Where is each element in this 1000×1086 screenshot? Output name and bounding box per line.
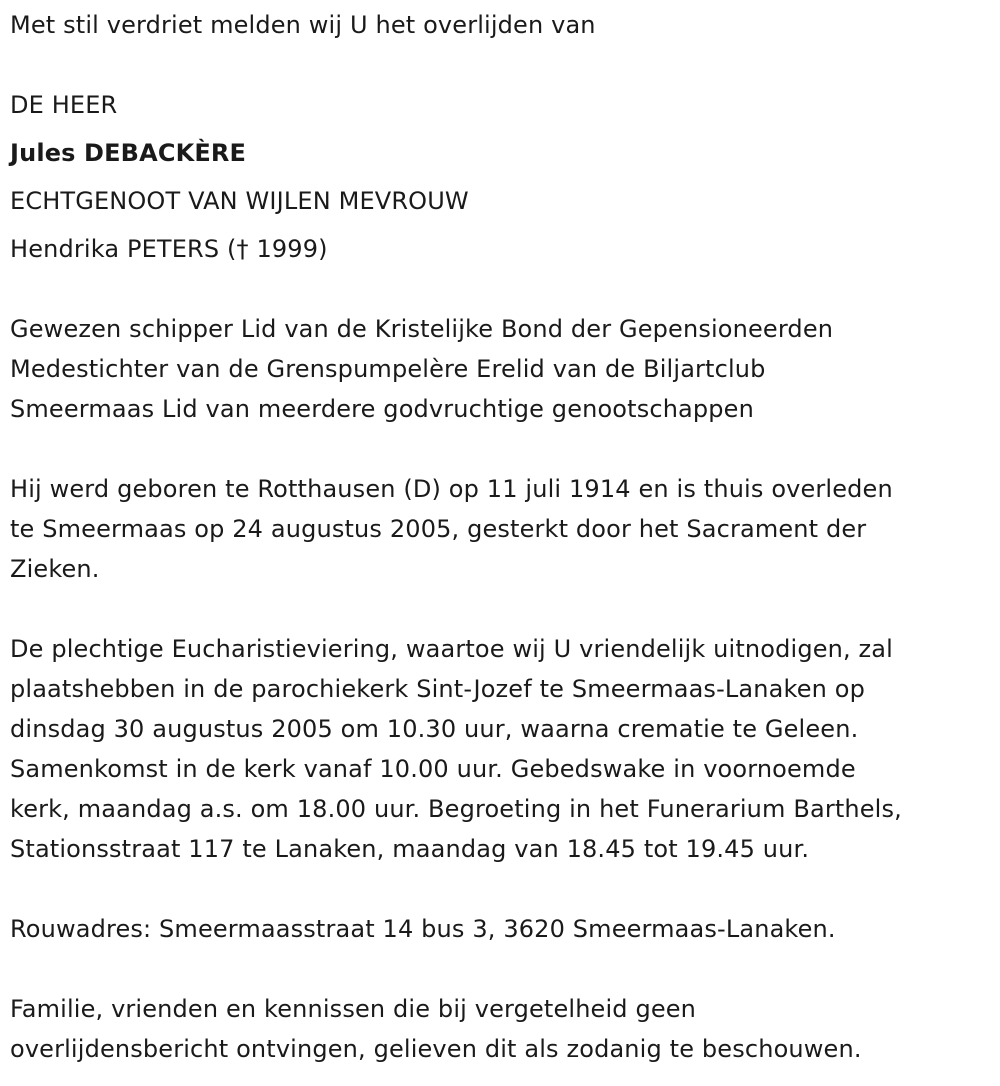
ceremony-line: Stationsstraat 117 te Lanaken, maandag van 18.45 tot 19.45 uur. [10, 835, 810, 863]
relation-line: ECHTGENOOT VAN WIJLEN MEVROUW [10, 187, 469, 215]
ceremony-line: dinsdag 30 augustus 2005 om 10.30 uur, waarna crematie te Geleen. [10, 715, 859, 743]
affiliations-line: Smeermaas Lid van meerdere godvruchtige genootschappen [10, 395, 754, 423]
closing-line: overlijdensbericht ontvingen, gelieven dit als zodanig te beschouwen. [10, 1035, 862, 1063]
birth-death-line: Zieken. [10, 555, 100, 583]
birth-death-line: te Smeermaas op 24 augustus 2005, gesterkt door het Sacrament der [10, 515, 867, 543]
honorific: DE HEER [10, 91, 118, 119]
deceased-name: Jules DEBACKÈRE [10, 139, 247, 167]
ceremony-line: Samenkomst in de kerk vanaf 10.00 uur. Gebedswake in voornoemde [10, 755, 856, 783]
affiliations-line: Gewezen schipper Lid van de Kristelijke Bond der Gepensioneerden [10, 315, 834, 343]
spouse-name: Hendrika PETERS († 1999) [10, 235, 328, 263]
closing-line: Familie, vrienden en kennissen die bij vergetelheid geen [10, 995, 697, 1023]
ceremony-line: kerk, maandag a.s. om 18.00 uur. Begroeting in het Funerarium Barthels, [10, 795, 902, 823]
intro-line: Met stil verdriet melden wij U het overlijden van [10, 11, 596, 39]
mourning-address: Rouwadres: Smeermaasstraat 14 bus 3, 3620 Smeermaas-Lanaken. [10, 915, 836, 943]
affiliations-line: Medestichter van de Grenspumpelère Erelid van de Biljartclub [10, 355, 766, 383]
ceremony-line: De plechtige Eucharistieviering, waartoe wij U vriendelijk uitnodigen, zal [10, 635, 893, 663]
ceremony-line: plaatshebben in de parochiekerk Sint-Jozef te Smeermaas-Lanaken op [10, 675, 865, 703]
birth-death-line: Hij werd geboren te Rotthausen (D) op 11 juli 1914 en is thuis overleden [10, 475, 893, 503]
